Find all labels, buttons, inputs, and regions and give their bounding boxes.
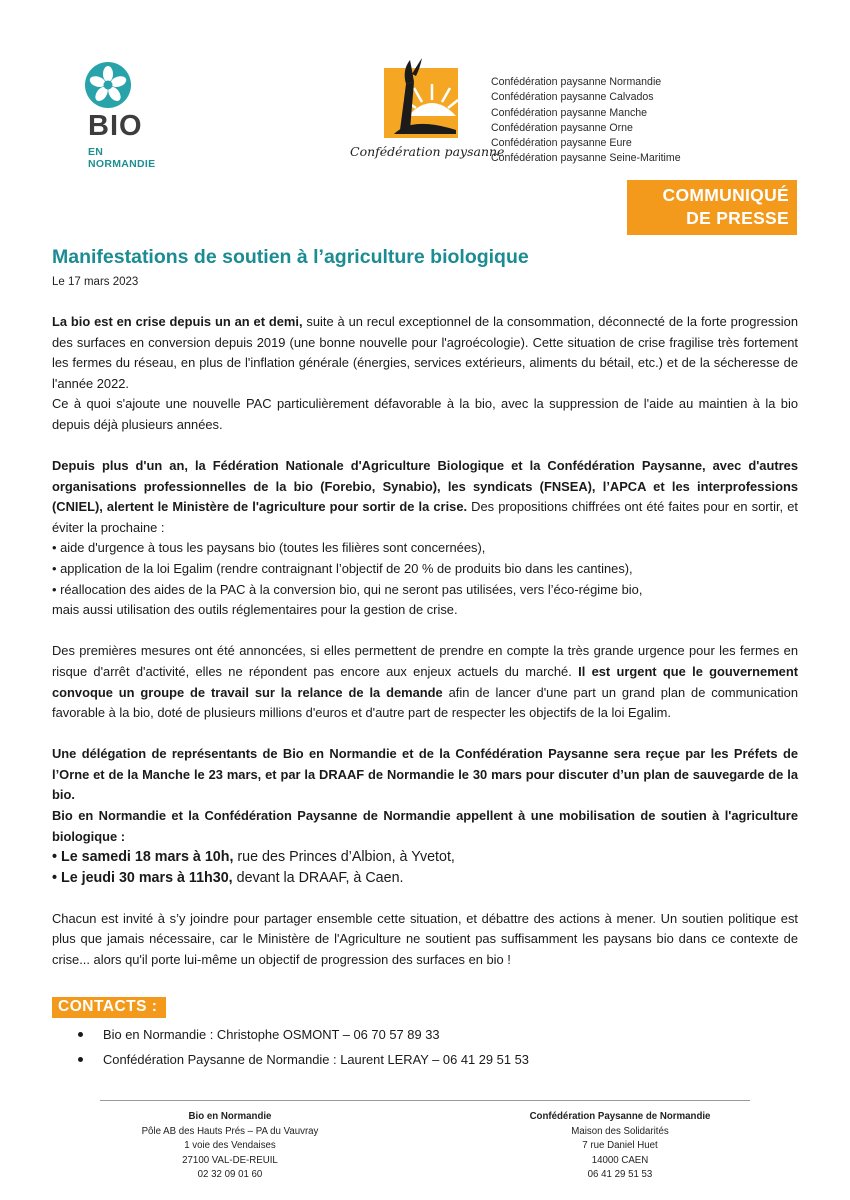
bio-en-normandie-logo xyxy=(82,58,172,168)
event-where: rue des Princes d’Albion, à Yvetot, xyxy=(233,849,455,866)
press-badge-line-1: COMMUNIQUÉ xyxy=(662,185,789,205)
paragraph-delegation: Une délégation de représentants de Bio en Normandie et de la Confédération Paysanne sera reçue par les Préfets de l’Orne et de la Manche le 23 mars, et par la DRAAF de Normandie le 30 mars pour discuter d’un plan de sauvegarde de la bio. xyxy=(52,746,798,803)
footer-divider xyxy=(100,1100,750,1101)
footer-line: 27100 VAL-DE-REUIL xyxy=(182,1154,278,1166)
org-line: Confédération paysanne Manche xyxy=(491,106,648,119)
org-line: Confédération paysanne Seine-Maritime xyxy=(491,152,681,165)
footer-line: 06 41 29 51 53 xyxy=(587,1169,653,1180)
bio-logo-word: BIO xyxy=(88,110,143,142)
contacts-heading: CONTACTS : xyxy=(52,997,166,1018)
release-date: Le 17 mars 2023 xyxy=(52,276,139,288)
event-where: devant la DRAAF, à Caen. xyxy=(232,869,404,886)
footer-org-name: Confédération Paysanne de Normandie xyxy=(529,1111,711,1122)
footer-org-name: Bio en Normandie xyxy=(188,1111,272,1122)
page-title: Manifestations de soutien à l’agriculture biologique xyxy=(52,246,529,268)
paragraph-text: afin de lancer d'une part un grand plan de communication favorable à la bio, doté de plusieurs millions d'euros et d'autre part de respecter les objectifs de la loi Egalim. xyxy=(52,684,798,721)
org-line: Confédération paysanne Calvados xyxy=(491,91,654,104)
confederation-paysanne-logo xyxy=(344,56,505,164)
paragraph-bold-lead: La bio est en crise depuis un an et demi, xyxy=(52,314,303,329)
press-release-badge xyxy=(627,180,797,235)
footer-line: 14000 CAEN xyxy=(591,1154,649,1166)
paragraph-measures xyxy=(52,641,798,723)
paragraph-pac: Ce à quoi s'ajoute une nouvelle PAC particulièrement défavorable à la bio, avec la suppression de l'aide au maintien à la bio depuis déjà plusieurs années. xyxy=(52,396,798,432)
org-line: Confédération paysanne Normandie xyxy=(491,76,662,88)
footer-line: 02 32 09 01 60 xyxy=(197,1169,263,1180)
event-when: • Le samedi 18 mars à 10h, xyxy=(52,849,234,866)
flower-icon xyxy=(83,60,133,110)
org-line: Confédération paysanne Eure xyxy=(491,137,632,150)
proposal-tail: mais aussi utilisation des outils réglementaires pour la gestion de crise. xyxy=(52,602,458,618)
bio-logo-subtitle: EN NORMANDIE xyxy=(88,146,156,170)
footer-bio-address xyxy=(110,1110,350,1183)
paragraph-invitation: Chacun est invité à s’y joindre pour partager ensemble cette situation, et débattre des actions à mener. Un soutien politique est plus que jamais nécessaire, car le Ministère de l'Agriculture ne soutient pas suffisamment les paysans bio dans ce contexte de crise... alors qu'il porte lui-même un objectif de progression des surfaces en bio ! xyxy=(52,910,798,968)
press-badge-line-2: DE PRESSE xyxy=(686,208,789,228)
contact-item: Confédération Paysanne de Normandie : Laurent LERAY – 06 41 29 51 53 xyxy=(78,1047,529,1072)
footer-line: 7 rue Daniel Huet xyxy=(582,1140,658,1151)
footer-line: Pôle AB des Hauts Prés – PA du Vauvray xyxy=(141,1125,319,1137)
proposal-bullet: • aide d'urgence à tous les paysans bio (toutes les filières sont concernées), xyxy=(52,540,486,556)
press-release-body xyxy=(52,312,798,971)
paragraph-alert xyxy=(52,456,798,538)
paragraph-mobilisation: Bio en Normandie et la Confédération Paysanne de Normandie appellent à une mobilisation de soutien à l'agriculture biologique : xyxy=(52,807,798,844)
contact-item: Bio en Normandie : Christophe OSMONT – 06 70 57 89 33 xyxy=(78,1022,529,1047)
event-item xyxy=(52,868,798,889)
footer-line: 1 voie des Vendaises xyxy=(184,1140,276,1151)
paragraph-crisis xyxy=(52,312,798,394)
paragraph-bold-emphasis: Il est urgent que le gouvernement convoque un groupe de travail sur la relance de la demande xyxy=(52,663,798,700)
paragraph-text: Des propositions chiffrées ont été faites pour en sortir, et éviter la prochaine : xyxy=(52,499,798,535)
proposal-bullet: • application de la loi Egalim (rendre contraignant l’objectif de 20 % de produits bio dans les cantines), xyxy=(52,561,633,577)
organization-list xyxy=(491,75,681,167)
footer-conf-address xyxy=(490,1110,750,1183)
contacts-list xyxy=(78,1022,529,1072)
event-when: • Le jeudi 30 mars à 11h30, xyxy=(52,869,233,886)
event-item xyxy=(52,847,798,868)
footer-line: Maison des Solidarités xyxy=(571,1125,669,1137)
sun-farmer-icon xyxy=(366,56,462,142)
paragraph-text: Des premières mesures ont été annoncées, si elles permettent de prendre en compte la très grande urgence pour les fermes en risque d'arrêt d'activité, elles ne répondent pas encore aux enjeux actuels du marché. xyxy=(52,643,798,679)
proposal-bullet: • réallocation des aides de la PAC à la conversion bio, qui ne seront pas utilisées, vers l’éco-régime bio, xyxy=(52,581,643,597)
paragraph-bold-lead: Depuis plus d'un an, la Fédération Nationale d'Agriculture Biologique et la Confédération Paysanne, avec d'autres organisations professionnelles de la bio (Forebio, Synabio), les syndicats (FNSEA), l’APCA et les interprofessions (CNIEL), alertent le Ministère de l'agriculture pour sortir de la crise. xyxy=(52,458,798,515)
conf-logo-name: Confédération paysanne xyxy=(350,144,505,159)
org-line: Confédération paysanne Orne xyxy=(491,121,633,134)
paragraph-text: suite à un recul exceptionnel de la consommation, déconnecté de la forte progression des surfaces en conversion depuis 2019 (une bonne nouvelle pour l'agroécologie). Cette situation de crise fragilise très fortement les fermes du réseau, en plus de l'inflation générale (énergies, services extérieurs, aliments du bétail, etc.) et de la sécheresse de l'année 2022. xyxy=(52,314,798,391)
